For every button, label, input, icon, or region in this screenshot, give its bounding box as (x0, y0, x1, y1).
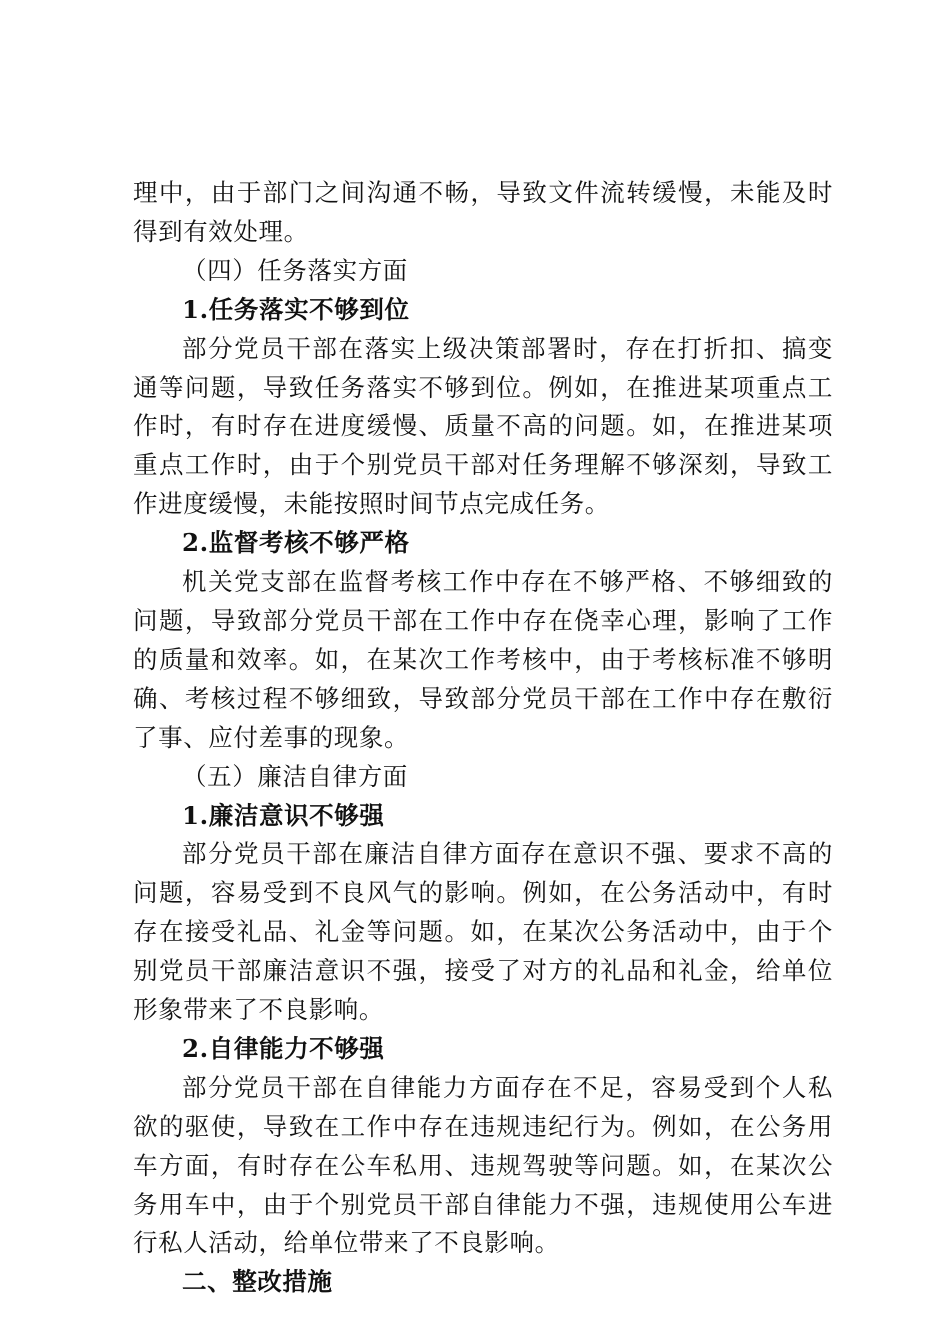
paragraph-task-not-in-place: 部分党员干部在落实上级决策部署时，存在打折扣、搞变通等问题，导致任务落实不够到位。例如，在推进某项重点工作时，有时存在进度缓慢、质量不高的问题。如，在推进某项重点工作时，由于个别党员干部对任务理解不够深刻，导致工作进度缓慢，未能按照时间节点完成任务。 (133, 333, 833, 519)
subsection-heading-self-discipline: 2.自律能力不够强 (182, 1033, 385, 1063)
paragraph-self-discipline: 部分党员干部在自律能力方面存在不足，容易受到个人私欲的驱使，导致在工作中存在违规违纪行为。例如，在公务用车方面，有时存在公车私用、违规驾驶等问题。如，在某次公务用车中，由于个别党员干部自律能力不强，违规使用公车进行私人活动，给单位带来了不良影响。 (133, 1072, 833, 1258)
subsection-heading-integrity-awareness: 1.廉洁意识不够强 (182, 800, 385, 830)
paragraph-integrity-awareness: 部分党员干部在廉洁自律方面存在意识不强、要求不高的问题，容易受到不良风气的影响。例如，在公务活动中，有时存在接受礼品、礼金等问题。如，在某次公务活动中，由于个别党员干部廉洁意识不强，接受了对方的礼品和礼金，给单位形象带来了不良影响。 (133, 839, 833, 1025)
document-page (133, 174, 833, 1302)
paragraph-continued: 理中，由于部门之间沟通不畅，导致文件流转缓慢，未能及时得到有效处理。 (133, 178, 833, 246)
subsection-heading-supervision-not-strict: 2.监督考核不够严格 (182, 528, 410, 558)
chapter-heading-rectification: 二、整改措施 (182, 1267, 333, 1297)
section-heading-task-implementation: （四）任务落实方面 (182, 255, 408, 285)
subsection-heading-task-not-in-place: 1.任务落实不够到位 (182, 294, 410, 324)
section-heading-integrity: （五）廉洁自律方面 (182, 761, 408, 791)
paragraph-supervision-not-strict: 机关党支部在监督考核工作中存在不够严格、不够细致的问题，导致部分党员干部在工作中存在侥幸心理，影响了工作的质量和效率。如，在某次工作考核中，由于考核标准不够明确、考核过程不够细致，导致部分党员干部在工作中存在敷衍了事、应付差事的现象。 (133, 567, 833, 752)
